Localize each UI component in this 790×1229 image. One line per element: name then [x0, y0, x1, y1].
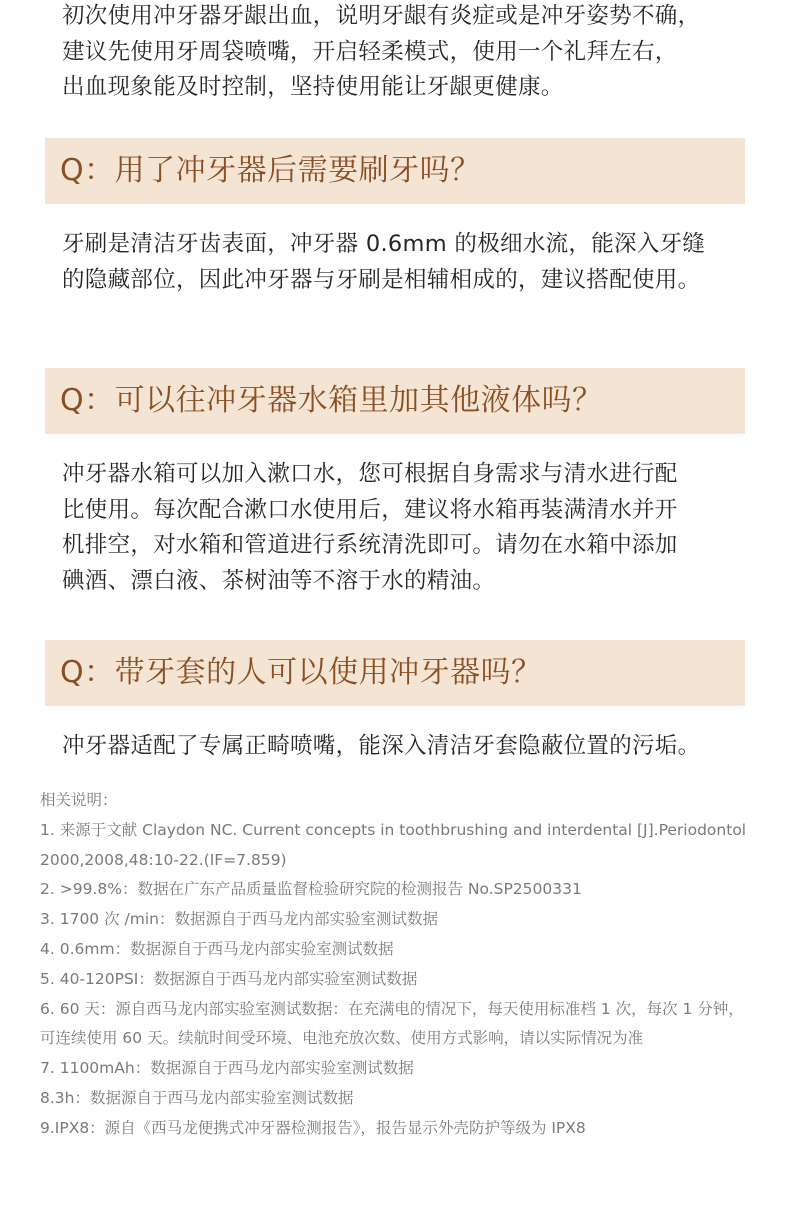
faq-answer-line: 碘酒、漂白液、茶树油等不溶于水的精油。 — [62, 567, 496, 594]
faq-question-banner — [45, 138, 745, 204]
faq-question-banner — [45, 640, 745, 706]
faq-answer — [62, 457, 742, 599]
faq-question-banner — [45, 368, 745, 434]
note-line: 2. >99.8%：数据在广东产品质量监督检验研究院的检测报告 No.SP2500331 — [40, 880, 582, 899]
faq-answer-line: 的隐藏部位，因此冲牙器与牙刷是相辅相成的，建议搭配使用。 — [62, 266, 701, 293]
faq-answer-line: 机排空，对水箱和管道进行系统清洗即可。请勿在水箱中添加 — [62, 532, 678, 558]
faq-answer — [62, 227, 742, 298]
faq-question-title: Q：带牙套的人可以使用冲牙器吗？ — [60, 655, 542, 690]
faq-answer-line: 牙刷是清洁牙齿表面，冲牙器 0.6mm 的极细水流，能深入牙缝 — [62, 231, 706, 257]
note-line: 4. 0.6mm：数据源自于西马龙内部实验室测试数据 — [40, 939, 394, 958]
note-line: 1. 来源于文献 Claydon NC. Current concepts in toothbrushing and interdental [J].Periodontol — [40, 820, 747, 839]
intro-line: 建议先使用牙周袋喷嘴，开启轻柔模式，使用一个礼拜左右， — [62, 38, 678, 65]
note-line: 3. 1700 次 /min：数据源自于西马龙内部实验室测试数据 — [40, 910, 438, 929]
intro-paragraph — [62, 0, 742, 106]
faq-question-title: Q：可以往冲牙器水箱里加其他液体吗？ — [60, 383, 603, 418]
note-line: 可连续使用 60 天。续航时间受环境、电池充放次数、使用方式影响，请以实际情况为准 — [40, 1029, 644, 1048]
note-line: 8.3h：数据源自于西马龙内部实验室测试数据 — [40, 1088, 354, 1107]
faq-answer — [62, 729, 742, 765]
note-line: 2000,2008,48:10-22.(IF=7.859) — [40, 850, 287, 869]
intro-line: 初次使用冲牙器牙龈出血，说明牙龈有炎症或是冲牙姿势不确， — [62, 3, 701, 29]
related-notes — [40, 786, 760, 1144]
note-line: 7. 1100mAh：数据源自于西马龙内部实验室测试数据 — [40, 1059, 414, 1078]
faq-answer-line: 冲牙器适配了专属正畸喷嘴，能深入清洁牙套隐蔽位置的污垢。 — [62, 733, 701, 759]
intro-line: 出血现象能及时控制，坚持使用能让牙龈更健康。 — [62, 74, 564, 100]
note-line: 6. 60 天：源自西马龙内部实验室测试数据：在充满电的情况下，每天使用标准档 1 次，每次 1 分钟， — [40, 999, 744, 1018]
note-line: 9.IPX8：源自《西马龙便携式冲牙器检测报告》，报告显示外壳防护等级为 IPX8 — [40, 1118, 586, 1137]
note-line: 5. 40-120PSI：数据源自于西马龙内部实验室测试数据 — [40, 969, 418, 988]
notes-heading: 相关说明： — [40, 791, 118, 809]
faq-answer-line: 冲牙器水箱可以加入漱口水，您可根据自身需求与清水进行配 — [62, 461, 678, 487]
faq-question-title: Q：用了冲牙器后需要刷牙吗？ — [60, 153, 481, 188]
faq-answer-line: 比使用。每次配合漱口水使用后，建议将水箱再装满清水并开 — [62, 496, 678, 523]
